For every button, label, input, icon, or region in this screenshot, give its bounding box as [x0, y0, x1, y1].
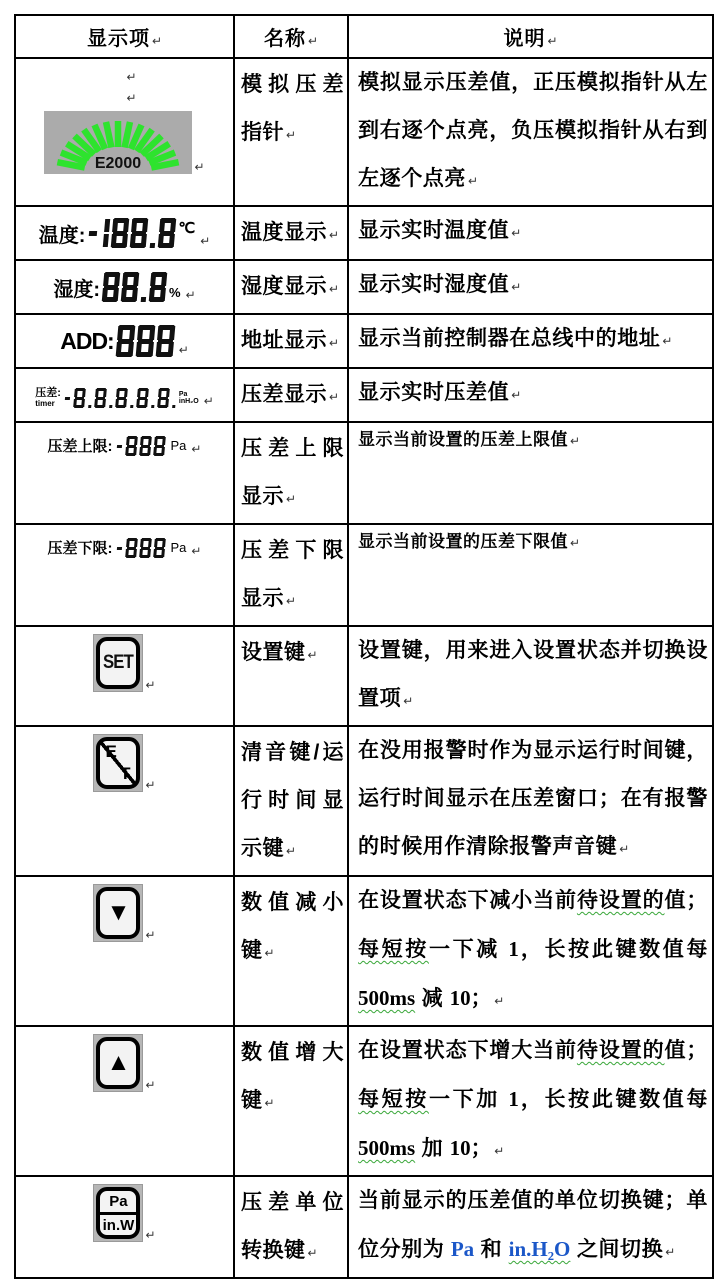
item-name: 数值减小键 ↵ [241, 891, 344, 962]
pressure-lcd [35, 388, 214, 408]
table-row [15, 876, 713, 1026]
item-description: 显示当前设置的压差上限值 ↵ [358, 430, 581, 449]
seven-segment-digits [87, 218, 177, 248]
table-row [15, 422, 713, 524]
unit-key-pa-label: Pa [100, 1191, 136, 1215]
up-key-image [93, 1034, 143, 1092]
paragraph-mark-icon: ↵ [307, 648, 318, 662]
cell-set-key [15, 626, 234, 726]
paragraph-mark-icon: ↵ [145, 1078, 156, 1092]
paragraph-mark-icon: ↵ [286, 594, 297, 608]
cell-temperature-display [15, 206, 234, 260]
table-row [15, 524, 713, 626]
header-row [15, 15, 713, 58]
seven-segment-digits [102, 272, 168, 302]
et-key-t-label: T [120, 764, 131, 783]
table-row [15, 368, 713, 422]
paragraph-mark-icon: ↵ [329, 390, 340, 404]
paragraph-mark-icon: ↵ [329, 336, 340, 350]
paragraph-mark-icon: ↵ [286, 844, 297, 858]
humidity-lcd: 湿度: % ↵ [53, 272, 195, 302]
unit-key-image [93, 1184, 143, 1242]
item-description: 当前显示的压差值的单位切换键；单位分别为 Pa 和 in.H₂O 之间切换 ↵ [358, 1189, 708, 1261]
paragraph-mark-icon: ↵ [194, 160, 205, 174]
paragraph-mark-icon: ↵ [145, 1228, 156, 1242]
paragraph-mark-icon: ↵ [191, 544, 202, 558]
table-row [15, 726, 713, 876]
item-description: 显示实时压差值 ↵ [358, 381, 522, 404]
seven-segment-digits [63, 388, 177, 408]
cell-lower-limit-display [15, 524, 234, 626]
cell-decrease-key [15, 876, 234, 1026]
pressure-units: Pa inH₂O [178, 390, 199, 405]
down-key-image [93, 884, 143, 942]
table-row [15, 206, 713, 260]
svg-text:E2000: E2000 [95, 155, 142, 172]
set-key-label: SET [103, 652, 134, 673]
paragraph-mark-icon: ↵ [191, 442, 202, 456]
item-description: 在设置状态下增大当前待设置的值；每短按一下加 1，长按此键数值每500ms 加 10； ↵ [358, 1039, 709, 1160]
item-description: 模拟显示压差值，正压模拟指针从左到右逐个点亮，负压模拟指针从右到左逐个点亮 ↵ [358, 71, 708, 190]
item-name: 清音键/运行时间显示键 ↵ [241, 741, 344, 860]
et-key-image [93, 734, 143, 792]
analog-pointer-image [44, 111, 192, 174]
paragraph-mark-icon: ↵ [126, 70, 137, 84]
seven-segment-digits [115, 538, 166, 558]
cell-display-gauge [15, 58, 234, 206]
et-key-e-label: E [105, 742, 117, 761]
cell-upper-limit-display [15, 422, 234, 524]
paragraph-mark-icon: ↵ [547, 34, 558, 48]
item-name: 地址显示 ↵ [241, 329, 340, 352]
header-display-item: 显示项 ↵ [15, 15, 234, 58]
item-description: 在没用报警时作为显示运行时间键，运行时间显示在压差窗口；在有报警的时候用作清除报警声音键 ↵ [358, 739, 708, 858]
table-row [15, 626, 713, 726]
paragraph-mark-icon: ↵ [185, 288, 196, 302]
table-row [15, 260, 713, 314]
cell-unit-key [15, 1176, 234, 1278]
down-arrow-icon: ▼ [106, 899, 131, 926]
table-row [15, 314, 713, 368]
item-name: 模拟压差指针 ↵ [241, 73, 344, 144]
item-description: 显示实时湿度值 ↵ [358, 273, 522, 296]
paragraph-mark-icon: ↵ [307, 1246, 318, 1260]
item-description: 设置键，用来进入设置状态并切换设置项 ↵ [358, 639, 708, 710]
header-name: 名称 ↵ [234, 15, 348, 58]
seven-segment-digits [115, 325, 175, 357]
paragraph-mark-icon: ↵ [200, 234, 211, 248]
paragraph-mark-icon: ↵ [286, 492, 297, 506]
item-name: 数值增大键 ↵ [241, 1041, 344, 1112]
header-description: 说明 ↵ [348, 15, 713, 58]
paragraph-mark-icon: ↵ [126, 91, 137, 105]
paragraph-mark-icon: ↵ [145, 678, 156, 692]
cell-address-display [15, 314, 234, 368]
paragraph-mark-icon: ↵ [307, 34, 319, 48]
temperature-lcd: 温度: ℃ ↵ [38, 220, 211, 248]
table-row [15, 58, 713, 206]
item-description: 显示当前设置的压差下限值 ↵ [358, 532, 581, 551]
pressure-label: 压差: timer [35, 386, 61, 408]
paragraph-mark-icon: ↵ [178, 343, 189, 357]
item-name: 温度显示 ↵ [241, 221, 340, 244]
up-arrow-icon: ▲ [106, 1049, 131, 1076]
paragraph-mark-icon: ↵ [145, 778, 156, 792]
seven-segment-digits [115, 436, 166, 456]
address-lcd: ADD: ↵ [60, 325, 189, 357]
item-description: 在设置状态下减小当前待设置的值；每短按一下减 1，长按此键数值每500ms 减 10； ↵ [358, 889, 709, 1010]
table-row [15, 1176, 713, 1278]
item-name: 湿度显示 ↵ [241, 275, 340, 298]
paragraph-mark-icon: ↵ [329, 282, 340, 296]
set-key-image [93, 634, 143, 692]
empty-paragraph-marks [16, 67, 233, 109]
item-name: 压差显示 ↵ [241, 383, 340, 406]
item-name: 压差上限显示 ↵ [241, 437, 344, 508]
item-name: 压差下限显示 ↵ [241, 539, 344, 610]
paragraph-mark-icon: ↵ [145, 928, 156, 942]
paragraph-mark-icon: ↵ [286, 128, 297, 142]
cell-increase-key [15, 1026, 234, 1176]
lower-limit-lcd: 压差下限: Pa ↵ [48, 537, 202, 558]
cell-humidity-display [15, 260, 234, 314]
item-description: 显示当前控制器在总线中的地址 ↵ [358, 327, 673, 350]
paragraph-mark-icon: ↵ [264, 946, 275, 960]
upper-limit-lcd: 压差上限: Pa ↵ [48, 435, 202, 456]
paragraph-mark-icon: ↵ [329, 228, 340, 242]
item-name: 压差单位转换键 ↵ [241, 1191, 344, 1262]
unit-key-inw-label: in.W [102, 1216, 135, 1234]
cell-pressure-display [15, 368, 234, 422]
spec-table [14, 14, 714, 1279]
paragraph-mark-icon: ↵ [264, 1096, 275, 1110]
paragraph-mark-icon: ↵ [151, 34, 163, 48]
paragraph-mark-icon: ↵ [203, 393, 214, 408]
cell-mute-key [15, 726, 234, 876]
item-description: 显示实时温度值 ↵ [358, 219, 522, 242]
item-name: 设置键 ↵ [241, 641, 318, 664]
table-row [15, 1026, 713, 1176]
